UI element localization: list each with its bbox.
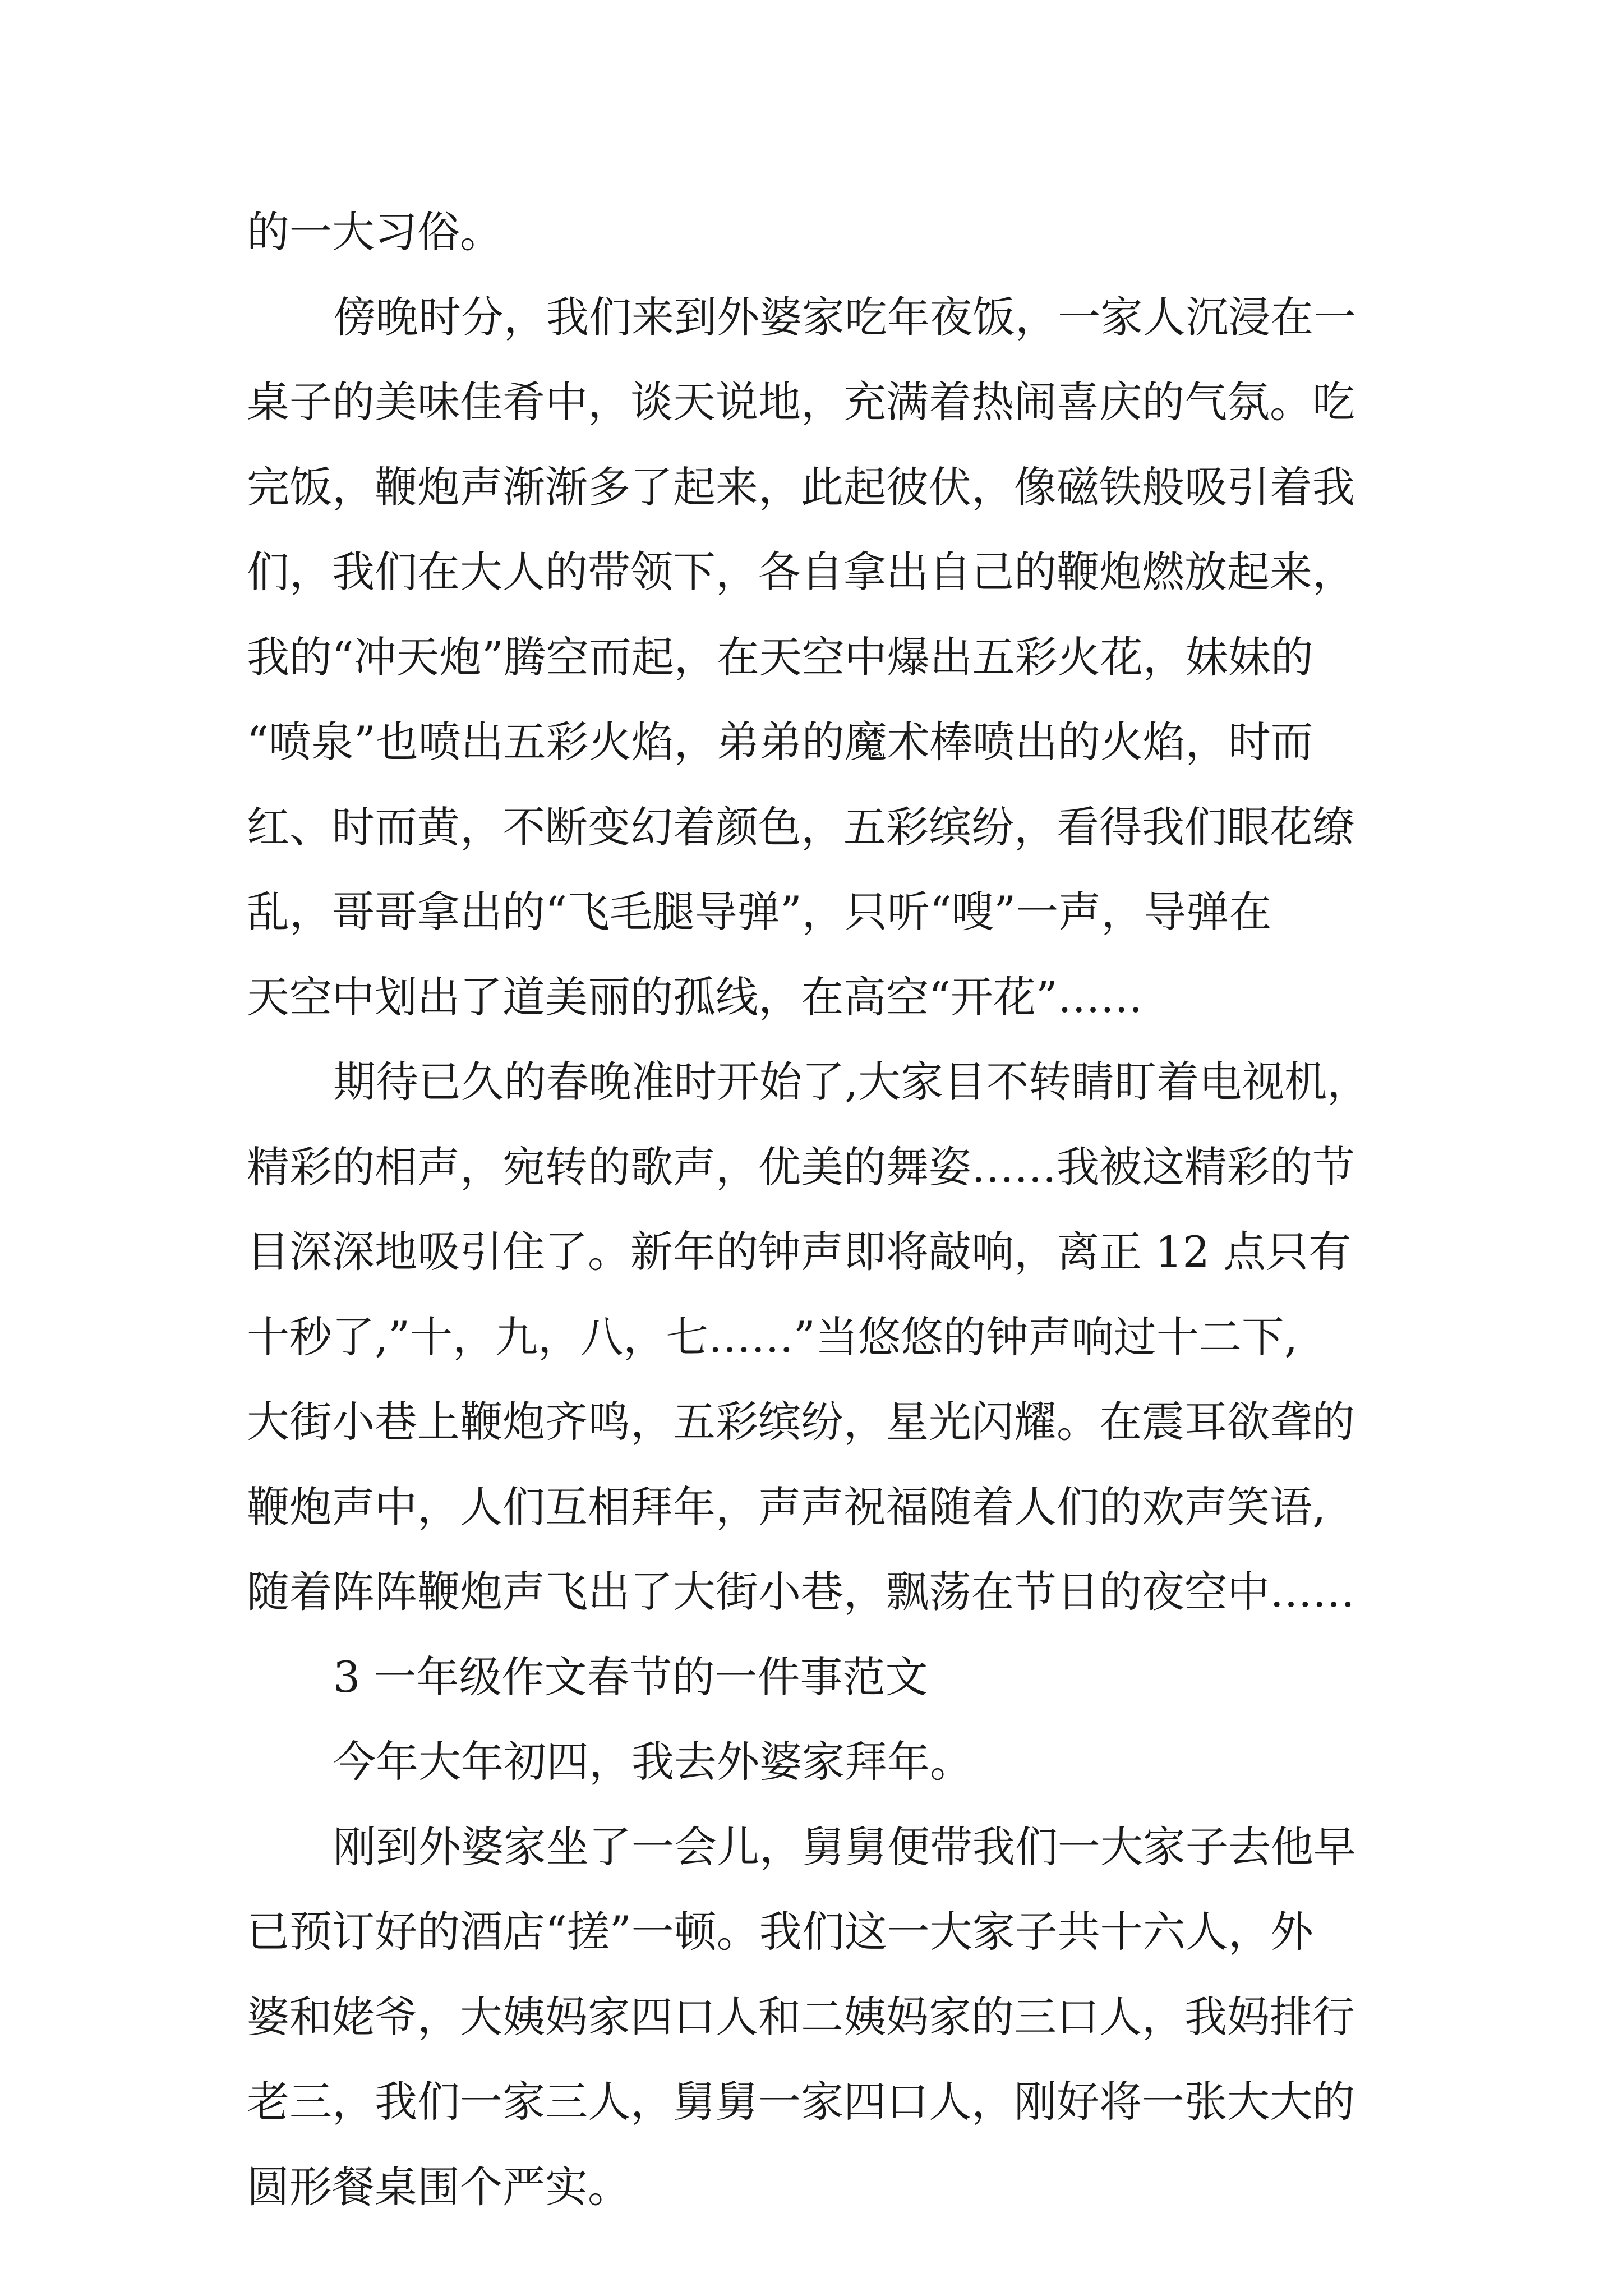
text-line: 桌子的美味佳肴中，谈天说地，充满着热闹喜庆的气氛。吃 — [247, 377, 1355, 427]
text-line: 圆形餐桌围个严实。 — [247, 2162, 630, 2212]
text-line: 刚到外婆家坐了一会儿，舅舅便带我们一大家子去他早 — [333, 1822, 1356, 1872]
text-line: 红、时而黄，不断变幻着颜色，五彩缤纷，看得我们眼花缭 — [247, 802, 1355, 852]
text-line: 我的“冲天炮”腾空而起，在天空中爆出五彩火花，妹妹的 — [247, 632, 1313, 682]
text-line: 婆和姥爷，大姨妈家四口人和二姨妈家的三口人，我妈排行 — [247, 1992, 1355, 2042]
text-line: 完饭，鞭炮声渐渐多了起来，此起彼伏，像磁铁般吸引着我 — [247, 462, 1355, 512]
text-line: 随着阵阵鞭炮声飞出了大街小巷，飘荡在节日的夜空中…… — [247, 1567, 1355, 1617]
section-heading: 3 一年级作文春节的一件事范文 — [333, 1652, 928, 1702]
text-line: “喷泉”也喷出五彩火焰，弟弟的魔术棒喷出的火焰，时而 — [247, 717, 1313, 767]
text-line: 大街小巷上鞭炮齐鸣，五彩缤纷，星光闪耀。在震耳欲聋的 — [247, 1397, 1355, 1447]
text-line: 傍晚时分，我们来到外婆家吃年夜饭，一家人沉浸在一 — [333, 292, 1356, 342]
text-line: 老三，我们一家三人，舅舅一家四口人，刚好将一张大大的 — [247, 2077, 1355, 2127]
text-line: 的一大习俗。 — [247, 207, 502, 257]
text-line: 天空中划出了道美丽的孤线，在高空“开花”…… — [247, 972, 1143, 1022]
text-line: 目深深地吸引住了。新年的钟声即将敲响，离正 12 点只有 — [247, 1227, 1352, 1277]
text-line: 精彩的相声，宛转的歌声，优美的舞姿……我被这精彩的节 — [247, 1142, 1355, 1192]
text-line: 们，我们在大人的带领下，各自拿出自己的鞭炮燃放起来， — [247, 547, 1355, 597]
text-line: 期待已久的春晚准时开始了,大家目不转睛盯着电视机， — [333, 1057, 1370, 1107]
text-line: 乱，哥哥拿出的“飞毛腿导弹”，只听“嗖”一声，导弹在 — [247, 887, 1272, 937]
text-line: 已预订好的酒店“搓”一顿。我们这一大家子共十六人，外 — [247, 1907, 1313, 1957]
text-line: 十秒了,”十，九，八，七……”当悠悠的钟声响过十二下, — [247, 1312, 1298, 1362]
text-line: 鞭炮声中，人们互相拜年，声声祝福随着人们的欢声笑语, — [247, 1482, 1326, 1532]
text-line: 今年大年初四，我去外婆家拜年。 — [333, 1737, 972, 1787]
